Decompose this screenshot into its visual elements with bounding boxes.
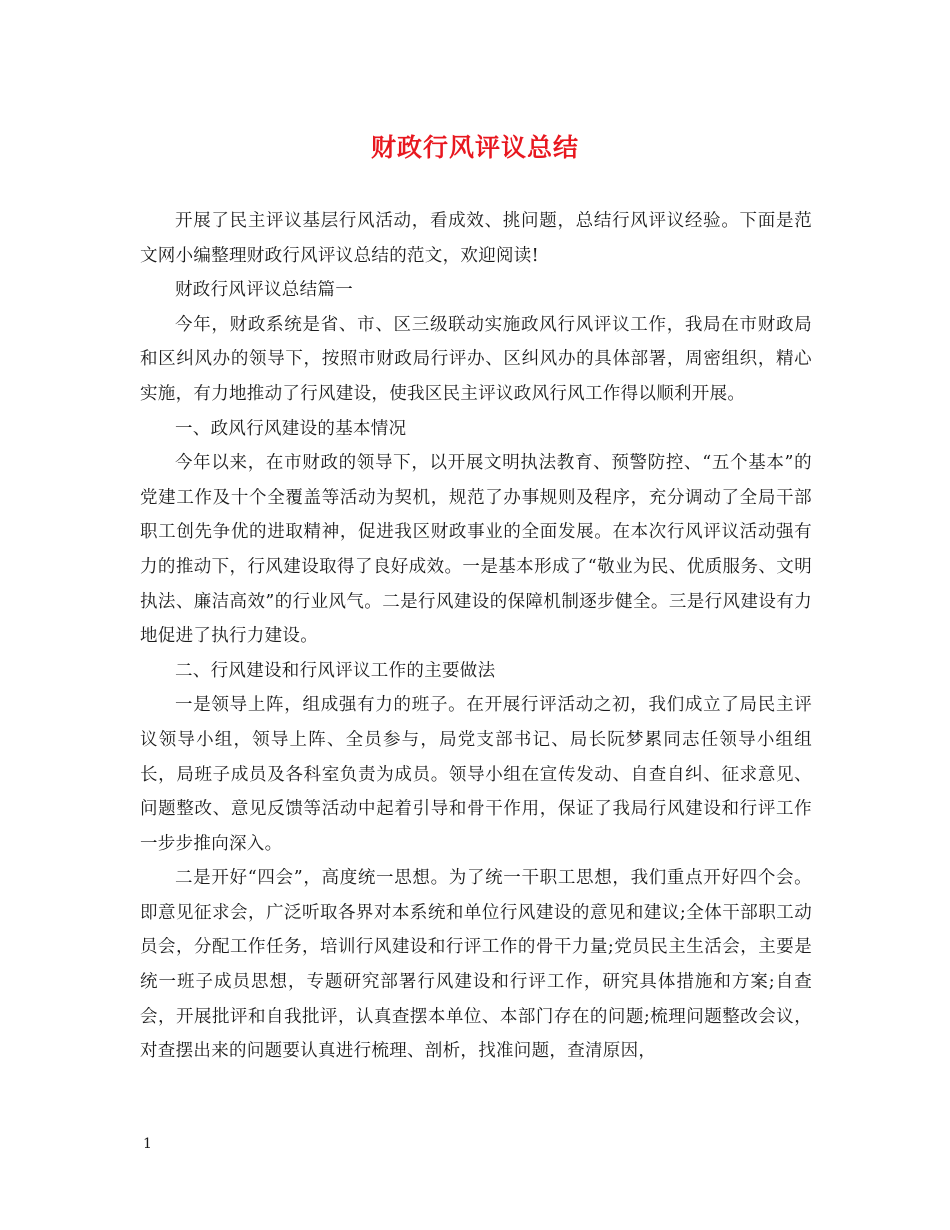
page-number: 1 <box>143 1136 152 1152</box>
paragraph-four-meetings: 二是开好“四会”，高度统一思想。为了统一干职工思想，我们重点开好四个会。即意见征求会，广泛听取各界对本系统和单位行风建设的意见和建议;全体干部职工动员会，分配工作任务，培训行风建设和行评工作的骨干力量;党员民主生活会，主要是统一班子成员思想，专题研究部署行风建设和行评工作，研究具体措施和方案;自查会，开展批评和自我批评，认真查摆本单位、本部门存在的问题;梳理问题整改会议，对查摆出来的问题要认真进行梳理、剖析，找准问题，查清原因， <box>140 868 812 1062</box>
paragraph-heading-2: 二、行风建设和行风评议工作的主要做法 <box>175 660 496 681</box>
paragraph-basic-situation: 今年以来，在市财政的领导下，以开展文明执法教育、预警防控、“五个基本”的党建工作及十个全覆盖等活动为契机，规范了办事规则及程序，充分调动了全局干部职工创先争优的进取精神，促进我区财政事业的全面发展。在本次行风评议活动强有力的推动下，行风建设取得了良好成效。一是基本形成了“敬业为民、优质服务、文明执法、廉洁高效”的行业风气。二是行风建设的保障机制逐步健全。三是行风建设有力地促进了执行力建设。 <box>140 453 812 647</box>
paragraph-section-title: 财政行风评议总结篇一 <box>175 280 353 301</box>
document-title: 财政行风评议总结 <box>370 133 579 162</box>
document-body <box>140 204 812 1069</box>
paragraph-intro: 开展了民主评议基层行风活动，看成效、挑问题，总结行风评议经验。下面是范文网小编整理财政行风评议总结的范文，欢迎阅读! <box>140 211 812 266</box>
paragraph-leadership: 一是领导上阵，组成强有力的班子。在开展行评活动之初，我们成立了局民主评议领导小组，领导上阵、全员参与，局党支部书记、局长阮梦累同志任领导小组组长，局班子成员及各科室负责为成员。领导小组在宣传发动、自查自纠、征求意见、问题整改、意见反馈等活动中起着引导和骨干作用，保证了我局行风建设和行评工作一步步推向深入。 <box>140 695 812 854</box>
paragraph-overview: 今年，财政系统是省、市、区三级联动实施政风行风评议工作，我局在市财政局和区纠风办的领导下，按照市财政局行评办、区纠风办的具体部署，周密组织，精心实施，有力地推动了行风建设，使我区民主评议政风行风工作得以顺利开展。 <box>140 314 812 404</box>
paragraph-heading-1: 一、政风行风建设的基本情况 <box>175 418 407 439</box>
